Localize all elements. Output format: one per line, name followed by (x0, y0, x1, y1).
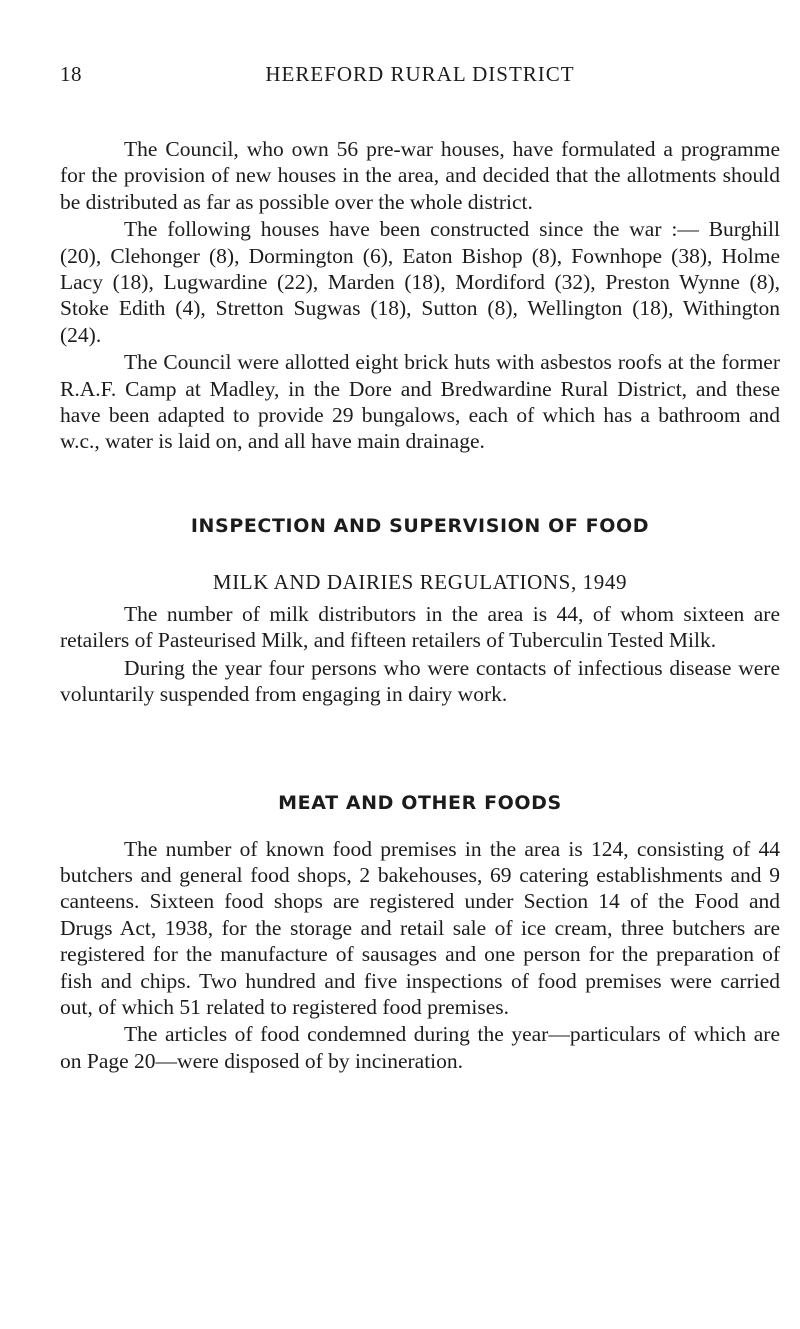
inspection-paragraph-2: During the year four persons who were contacts of infectious disease were voluntarily suspended from engaging in dairy work. (60, 655, 780, 707)
housing-paragraph-1: The Council, who own 56 pre-war houses, have formulated a programme for the provision of new houses in the area, and decided that the allotments should be distributed as far as possible over the whole district. (60, 137, 780, 214)
meat-heading: MEAT AND OTHER FOODS (278, 791, 562, 814)
housing-paragraph-2: The following houses have been constructed since the war :— Burghill (20), Clehonger (8), Dormington (6), Eaton Bishop (8), Fownhope (38), Holme Lacy (18), Lugwardine (22), Marden (18), Mordiford (32), Preston Wynne (8), Stoke Edith (4), Stretton Sugwas (18), Sutton (8), Wellington (18), Withington (24). (60, 217, 780, 347)
running-header (60, 56, 780, 96)
meat-paragraph-1: The number of known food premises in the area is 124, consisting of 44 butchers and general food shops, 2 bakehouses, 69 catering establishments and 9 canteens. Sixteen food shops are registered under Section 14 of the Food and Drugs Act, 1938, for the storage and retail sale of ice cream, three butchers are registered for the manufacture of sausages and one person for the preparation of fish and chips. Two hundred and five inspections of food premises were carried out, of which 51 related to registered food premises. (60, 836, 780, 1019)
housing-paragraph-3: The Council were allotted eight brick huts with asbestos roofs at the former R.A.F. Camp at Madley, in the Dore and Bredwardine Rural District, and these have been adapted to provide 29 bungalows, each of which has a bathroom and w.c., water is laid on, and all have main drainage. (60, 350, 780, 454)
inspection-section (60, 515, 780, 708)
housing-section (60, 136, 780, 455)
page-number: 18 (60, 62, 82, 86)
milk-dairies-subheading: MILK AND DAIRIES REGULATIONS, 1949 (212, 569, 628, 594)
document-page (60, 56, 780, 1074)
running-title: HEREFORD RURAL DISTRICT (265, 62, 575, 86)
inspection-heading: INSPECTION AND SUPERVISION OF FOOD (190, 514, 650, 537)
meat-section (60, 792, 780, 1075)
meat-paragraph-2: The articles of food condemned during the year—particulars of which are on Page 20—were disposed of by incineration. (60, 1022, 780, 1073)
inspection-paragraph-1: The number of milk distributors in the area is 44, of whom sixteen are retailers of Pasteurised Milk, and fifteen retailers of Tuberculin Tested Milk. (60, 601, 780, 653)
